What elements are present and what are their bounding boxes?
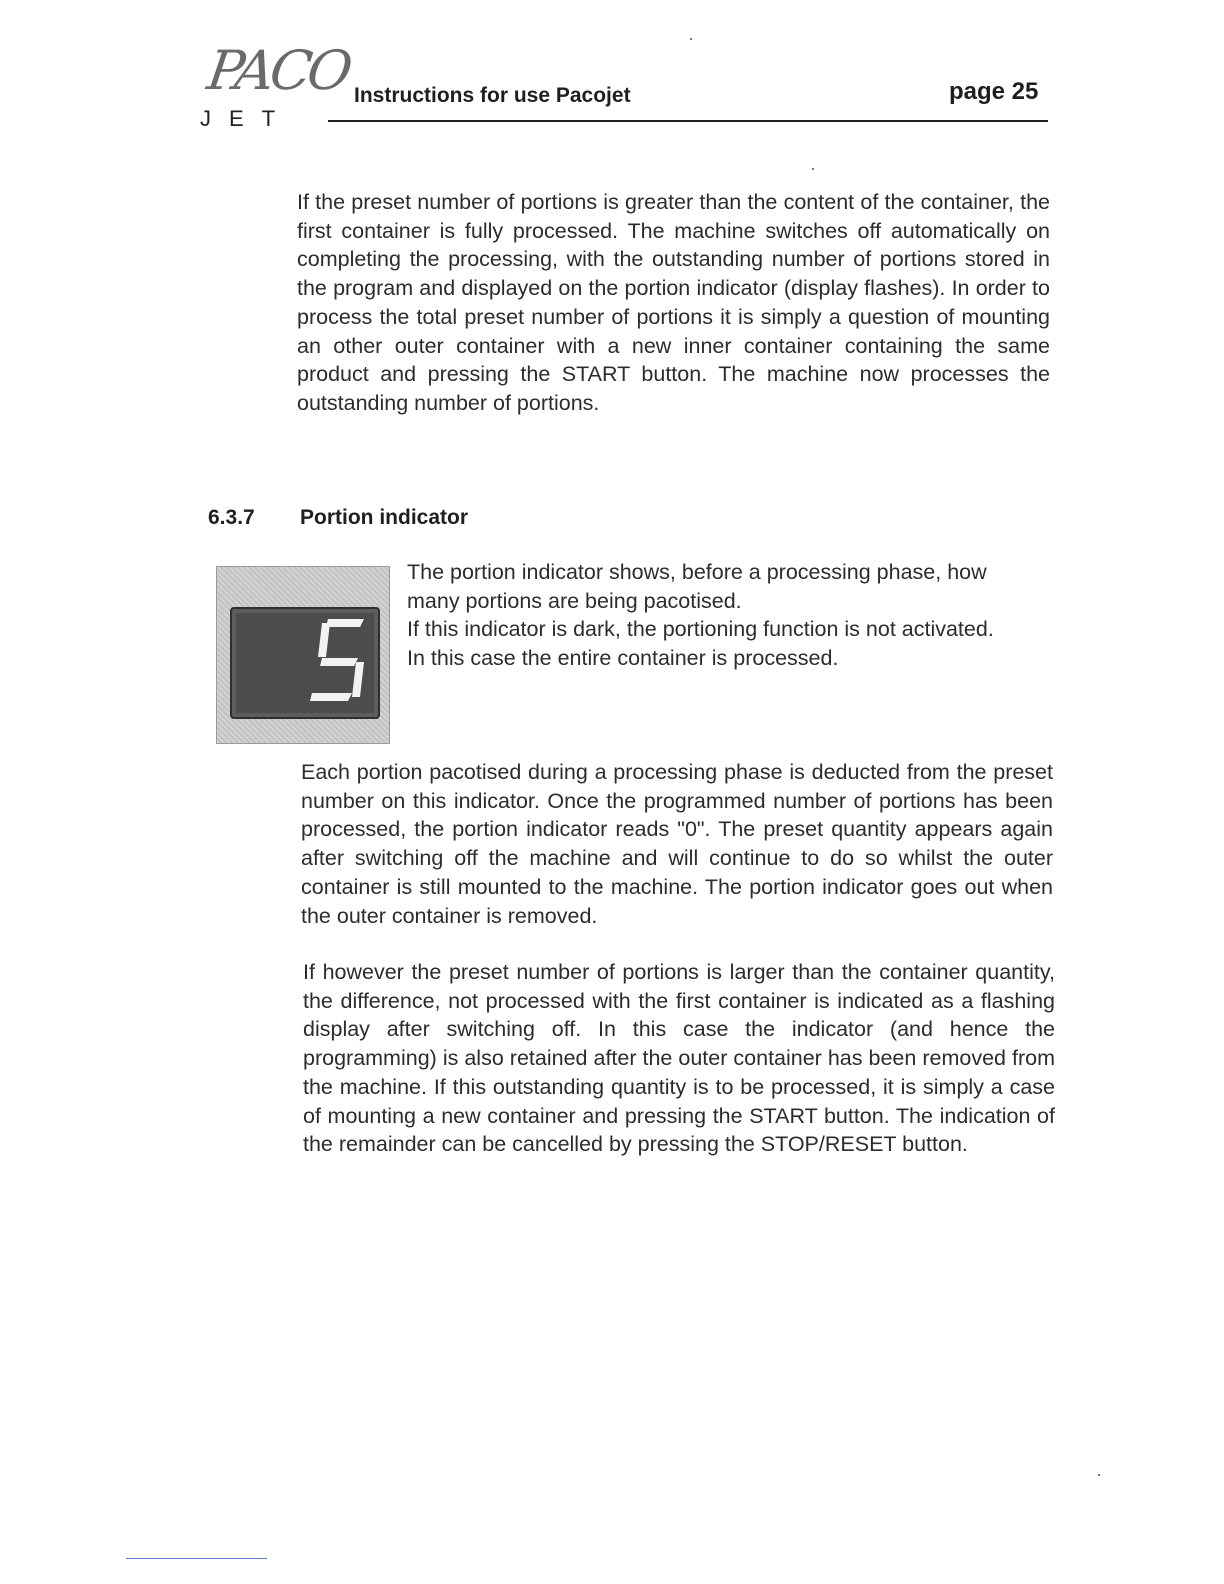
indicator-line-2: many portions are being pacotised. (407, 588, 742, 613)
scan-speck (1098, 1474, 1100, 1476)
scan-speck (812, 168, 814, 170)
pacojet-logo (200, 39, 353, 152)
segment-bottom (310, 693, 352, 701)
header-title: Instructions for use Pacojet (354, 84, 631, 107)
digit-five-glyph (232, 609, 378, 717)
section-title: Portion indicator (300, 506, 468, 529)
segment-top (326, 619, 364, 627)
paragraph-indicator-description (407, 558, 1053, 673)
indicator-line-4: In this case the entire container is processed. (407, 646, 839, 671)
segment-middle (320, 658, 358, 666)
segment-upper-left (318, 623, 330, 657)
footer-rule (126, 1558, 267, 1559)
section-number: 6.3.7 (208, 506, 255, 529)
page-number: page 25 (949, 78, 1039, 105)
indicator-line-3: If this indicator is dark, the portioning function is not activated. (407, 617, 994, 642)
paragraph-remainder-handling: If however the preset number of portions is larger than the container quantity, the difference, not processed with the first container is indicated as a flashing display after switching off. In this case the indicator (and hence the programming) is also retained after the outer container has been removed from the machine. If this outstanding quantity is to be processed, it is simply a case of mounting a new container and pressing the START button. The indication of the remainder can be cancelled by pressing the STOP/RESET button. (303, 960, 1055, 1157)
paragraph-portion-deduction: Each portion pacotised during a processing phase is deducted from the preset number on this indicator. Once the programmed number of portions has been processed, the portion indicator reads "0". The preset quantity appears again after switching off the machine and will continue to do so whilst the outer container is still mounted to the machine. The portion indicator goes out when the outer container is removed. (301, 760, 1053, 928)
indicator-line-1: The portion indicator shows, before a processing phase, how (407, 560, 987, 584)
paragraph-outstanding-portions: If the preset number of portions is greater than the content of the container, the first container is fully processed. The machine switches off automatically on completing the processing, with the outstanding number of portions stored in the program and displayed on the portion indicator (display flashes). In order to process the total preset number of portions it is simply a question of mounting an other outer container with a new inner container containing the same product and pressing the START button. The machine now processes the outstanding number of portions. (297, 190, 1050, 415)
portion-indicator-figure (216, 566, 390, 744)
seven-segment-display (230, 607, 380, 719)
header-rule (328, 120, 1048, 122)
logo-script-text: PACO (203, 39, 353, 102)
logo-wordmark: JET (200, 106, 294, 131)
segment-lower-right (352, 662, 364, 697)
scan-speck (690, 38, 692, 40)
